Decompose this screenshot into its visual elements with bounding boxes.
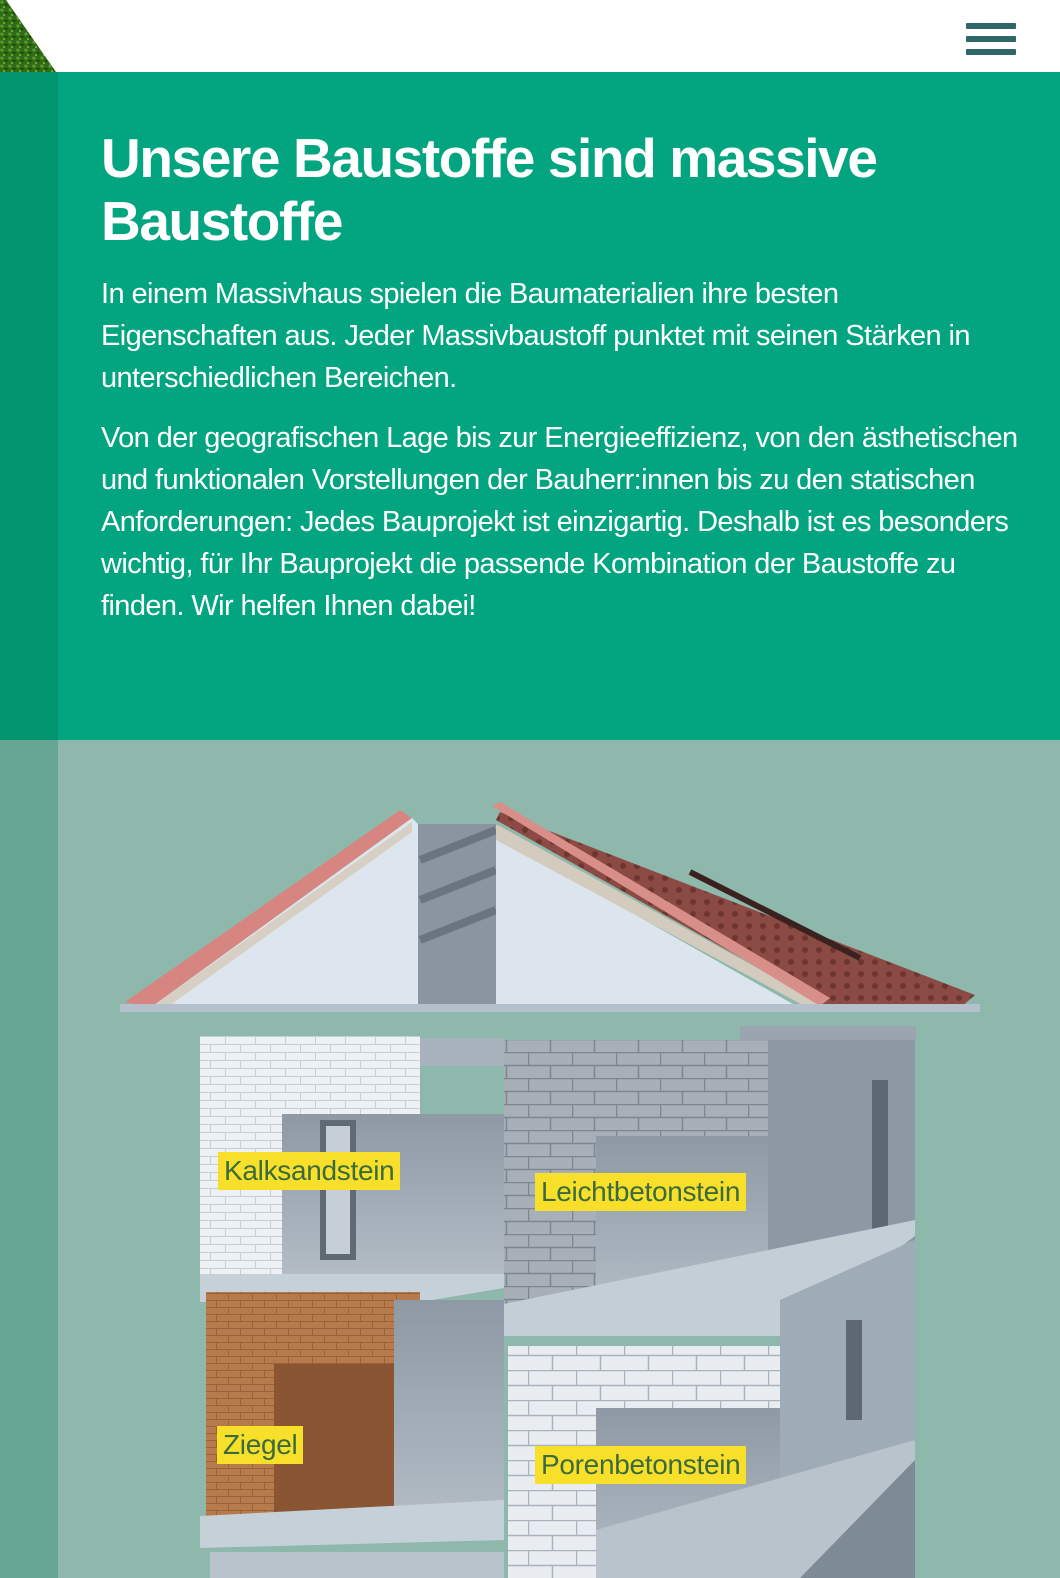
hamburger-menu-icon-bar <box>966 23 1016 29</box>
hamburger-menu-button[interactable] <box>962 20 1014 58</box>
hamburger-menu-icon-bar <box>966 36 1016 42</box>
intro-content <box>101 127 1021 627</box>
intro-accent-strip <box>0 72 58 740</box>
label-porenbetonstein: Porenbetonstein <box>535 1446 746 1484</box>
site-header <box>0 0 1060 72</box>
page-title: Unsere Baustoffe sind massive Baustoffe <box>101 127 877 252</box>
grass-corner-logo[interactable] <box>0 0 58 72</box>
label-kalksandstein: Kalksandstein <box>218 1152 400 1190</box>
label-ziegel: Ziegel <box>217 1426 303 1464</box>
label-leichtbetonstein: Leichtbetonstein <box>535 1173 746 1211</box>
intro-paragraph-2: Von der geografischen Lage bis zur Energieeffizienz, von den ästhetischen und funktionalen Vorstellungen der Bauherr:innen bis zu den statischen Anforderungen: Jedes Bauprojekt ist einzigartig. Deshalb ist es besonders wichtig, für Ihr Bauprojekt die passende Kombination der Baustoffe zu finden. Wir helfen Ihnen dabei! <box>101 422 1018 622</box>
house-cutaway-image <box>0 740 1060 1578</box>
intro-section <box>0 72 1060 740</box>
building-materials-illustration <box>0 740 1060 1578</box>
hamburger-menu-icon-bar <box>966 49 1016 55</box>
intro-paragraph-1: In einem Massivhaus spielen die Baumaterialien ihre besten Eigenschaften aus. Jeder Massivbaustoff punktet mit seinen Stärken in unterschiedlichen Bereichen. <box>101 278 970 394</box>
